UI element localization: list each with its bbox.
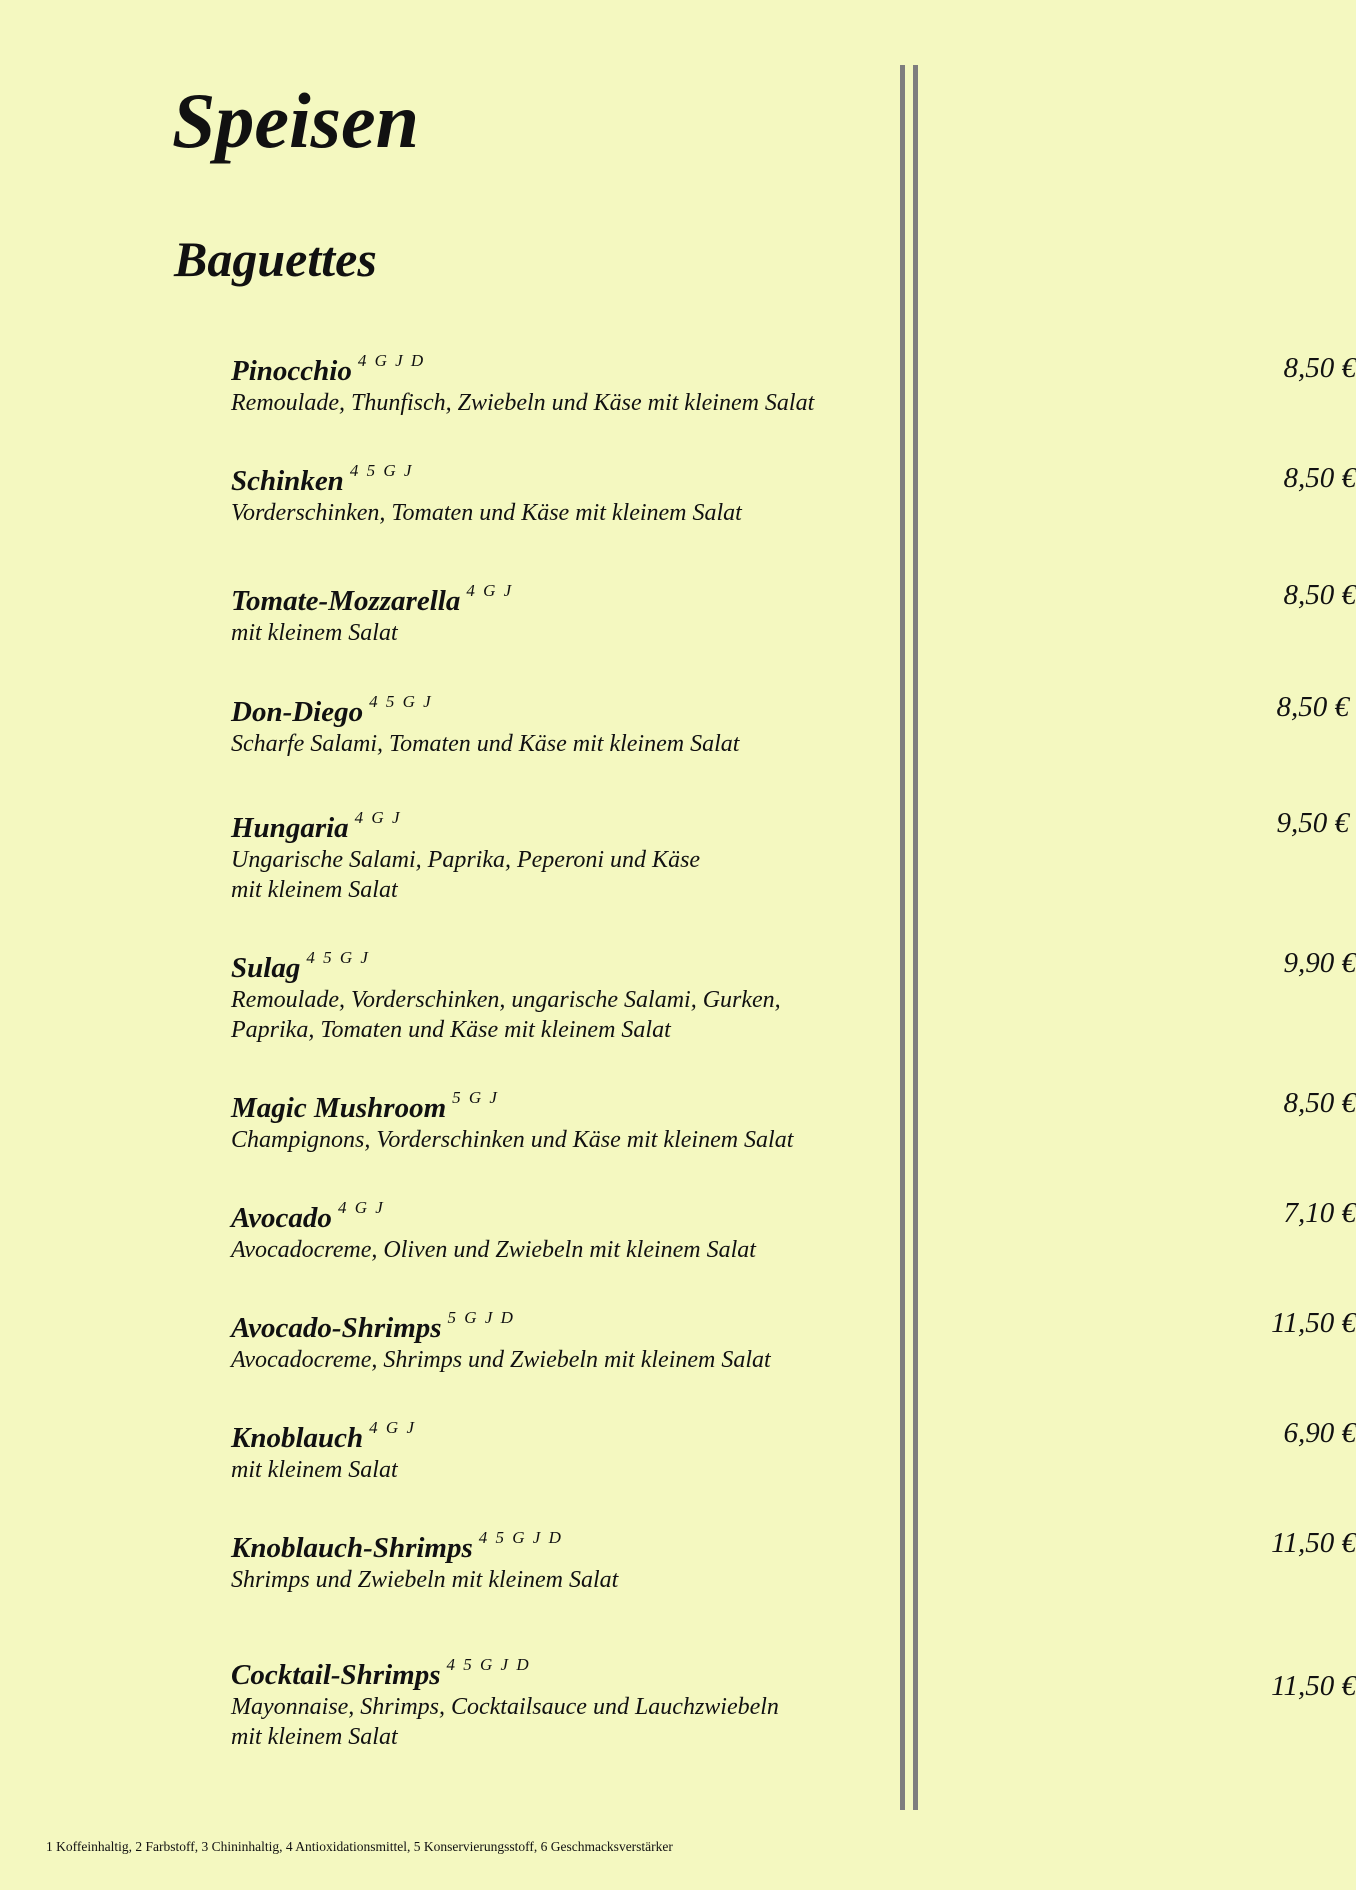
- menu-item-cocktail-shrimps: [231, 1655, 1356, 1752]
- item-name: Knoblauch: [231, 1422, 364, 1454]
- item-name: Tomate-Mozzarella: [231, 585, 461, 617]
- item-price: 8,50 €: [1283, 1087, 1356, 1119]
- item-description: Remoulade, Thunfisch, Zwiebeln und Käse mit kleinem Salat: [231, 390, 815, 416]
- item-price: 8,50 €: [1276, 691, 1349, 723]
- menu-item-sulag: [231, 947, 1356, 1045]
- item-description: mit kleinem Salat: [231, 620, 398, 646]
- item-description-line2: mit kleinem Salat: [231, 1724, 398, 1750]
- item-price: 7,10 €: [1283, 1197, 1356, 1229]
- item-name: Don-Diego: [231, 696, 364, 728]
- item-name: Pinocchio: [231, 355, 352, 387]
- item-description: Ungarische Salami, Paprika, Peperoni und Käse: [231, 847, 701, 873]
- item-allergens: 4 5 G J D: [478, 1528, 563, 1547]
- item-allergens: 4 5 G J: [306, 948, 370, 967]
- item-name: Cocktail-Shrimps: [231, 1659, 441, 1691]
- item-allergens: 4 G J: [466, 581, 514, 600]
- item-name: Schinken: [231, 465, 344, 497]
- item-description-line2: Paprika, Tomaten und Käse mit kleinem Salat: [231, 1017, 671, 1043]
- menu-item-avocado: [231, 1197, 1356, 1265]
- menu-item-magic-mushroom: [231, 1087, 1356, 1155]
- item-allergens: 5 G J: [452, 1088, 499, 1107]
- menu-item-knoblauch: [231, 1417, 1356, 1485]
- item-price: 11,50 €: [1271, 1527, 1356, 1559]
- item-allergens: 4 5 G J: [349, 461, 414, 480]
- item-price: 8,50 €: [1283, 579, 1356, 611]
- item-price: 9,50 €: [1276, 807, 1349, 839]
- item-description: Avocadocreme, Shrimps und Zwiebeln mit kleinem Salat: [231, 1347, 771, 1373]
- item-description: Shrimps und Zwiebeln mit kleinem Salat: [231, 1567, 619, 1593]
- item-description: Mayonnaise, Shrimps, Cocktailsauce und Lauchzwiebeln: [231, 1694, 779, 1720]
- item-price: 6,90 €: [1283, 1417, 1356, 1449]
- item-allergens: 4 G J: [337, 1198, 385, 1217]
- item-description: Champignons, Vorderschinken und Käse mit kleinem Salat: [231, 1127, 794, 1153]
- item-price: 9,90 €: [1283, 947, 1356, 979]
- item-name: Avocado: [231, 1202, 332, 1234]
- item-description: Remoulade, Vorderschinken, ungarische Salami, Gurken,: [231, 987, 781, 1013]
- item-description: Vorderschinken, Tomaten und Käse mit kleinem Salat: [231, 500, 742, 526]
- item-allergens: 4 5 G J D: [446, 1655, 531, 1674]
- item-name: Magic Mushroom: [231, 1092, 447, 1124]
- menu-item-tomate-mozzarella: [231, 579, 1356, 648]
- item-price: 11,50 €: [1271, 1670, 1356, 1702]
- menu-item-don-diego: [231, 691, 1349, 759]
- section-title: Baguettes: [174, 231, 377, 287]
- item-price: 8,50 €: [1283, 352, 1356, 384]
- item-allergens: 4 G J D: [357, 351, 426, 370]
- item-allergens: 4 5 G J: [369, 692, 433, 711]
- page-title: Speisen: [172, 77, 420, 164]
- item-name: Avocado-Shrimps: [231, 1312, 442, 1344]
- menu-item-pinocchio: [231, 351, 1356, 418]
- menu-item-hungaria: [231, 807, 1349, 905]
- item-allergens: 4 G J: [369, 1418, 416, 1437]
- item-allergens: 5 G J D: [447, 1308, 515, 1327]
- item-description: Avocadocreme, Oliven und Zwiebeln mit kleinem Salat: [231, 1237, 756, 1263]
- item-price: 8,50 €: [1283, 462, 1356, 494]
- item-name: Sulag: [231, 952, 301, 984]
- allergen-footnote: 1 Koffeinhaltig, 2 Farbstoff, 3 Chininhaltig, 4 Antioxidationsmittel, 5 Konservierungsstoff, 6 Geschmacksverstärker: [46, 1839, 673, 1854]
- menu-item-schinken: [231, 461, 1356, 528]
- item-name: Hungaria: [231, 812, 349, 844]
- item-price: 11,50 €: [1271, 1307, 1356, 1339]
- item-description-line2: mit kleinem Salat: [231, 877, 398, 903]
- menu-item-avocado-shrimps: [231, 1307, 1356, 1375]
- item-description: mit kleinem Salat: [231, 1457, 398, 1483]
- item-description: Scharfe Salami, Tomaten und Käse mit kleinem Salat: [231, 731, 740, 757]
- item-name: Knoblauch-Shrimps: [231, 1532, 473, 1564]
- menu-item-knoblauch-shrimps: [231, 1527, 1356, 1595]
- item-allergens: 4 G J: [354, 808, 402, 827]
